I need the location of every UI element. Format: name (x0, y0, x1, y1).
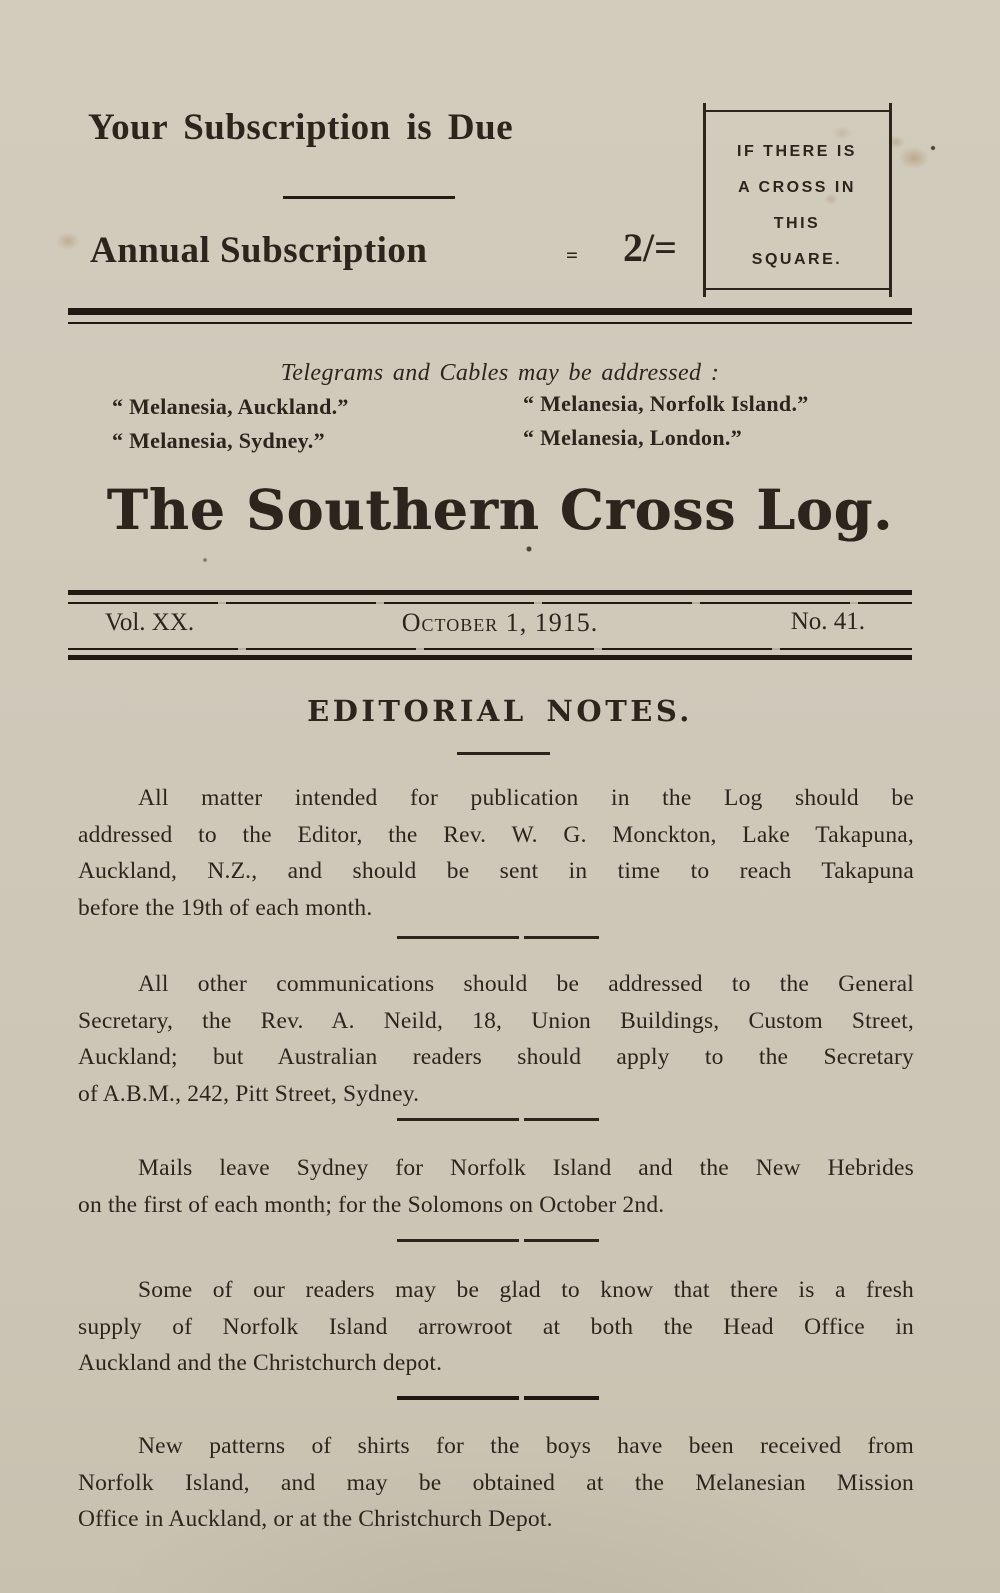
telegrams-intro: Telegrams and Cables may be addressed : (280, 360, 720, 386)
volume-label: Vol. XX. (105, 609, 195, 636)
cross-box-line: SQUARE. (751, 251, 843, 268)
paragraph-line: Some of our readers may be glad to know that there is a fresh (138, 1277, 914, 1303)
editorial-paragraph (78, 780, 914, 926)
annual-subscription-label: Annual Subscription (90, 230, 428, 271)
publication-title: The Southern Cross Log. (106, 477, 894, 542)
paragraph-line: of A.B.M., 242, Pitt Street, Sydney. (78, 1080, 420, 1107)
paragraph-line: Office in Auckland, or at the Christchurch Depot. (78, 1506, 553, 1532)
headline-underline (283, 196, 455, 199)
paragraph-line: Auckland, N.Z., and should be sent in time to reach Takapuna (78, 858, 914, 884)
editorial-heading-rule (457, 752, 550, 755)
editorial-paragraph (78, 1428, 914, 1538)
section-divider (397, 936, 599, 939)
section-divider (397, 1239, 599, 1242)
paragraph-line: Auckland; but Australian readers should apply to the Secretary (78, 1044, 914, 1070)
cross-box-line: A CROSS IN (738, 179, 856, 196)
telegram-address-london: “ Melanesia, London.” (523, 425, 742, 450)
section-divider (397, 1118, 599, 1121)
paragraph-line: Norfolk Island, and may be obtained at the Melanesian Mission (78, 1469, 914, 1496)
telegram-address-norfolk-island: “ Melanesia, Norfolk Island.” (523, 391, 809, 416)
editorial-paragraph (78, 1150, 914, 1223)
top-rule-thick (68, 308, 912, 315)
paragraph-line: New patterns of shirts for the boys have been received from (138, 1433, 914, 1459)
paragraph-line: Auckland and the Christchurch depot. (78, 1350, 443, 1376)
paragraph-line: addressed to the Editor, the Rev. W. G. Monckton, Lake Takapuna, (78, 821, 914, 848)
cross-notice-box (703, 110, 891, 290)
masthead-bottom-rule-thick (68, 655, 912, 660)
editorial-paragraph (78, 1272, 914, 1382)
paragraph-line: Secretary, the Rev. A. Neild, 18, Union Buildings, Custom Street, (78, 1007, 914, 1034)
top-rule-thin (68, 322, 912, 324)
equals-sign: = (566, 243, 578, 267)
paragraph-line: before the 19th of each month. (78, 894, 373, 921)
editorial-paragraph (78, 966, 914, 1112)
paragraph-line: All matter intended for publication in the Log should be (138, 785, 914, 811)
paragraph-line: on the first of each month; for the Solomons on October 2nd. (78, 1191, 665, 1218)
paragraph-line: All other communications should be addressed to the General (138, 971, 914, 997)
subscription-price: 2/= (623, 225, 677, 270)
telegram-address-auckland: “ Melanesia, Auckland.” (112, 394, 349, 419)
paragraph-line: supply of Norfolk Island arrowroot at both the Head Office in (78, 1313, 914, 1340)
cross-box-line: THIS (773, 215, 821, 232)
issue-number: No. 41. (790, 608, 865, 635)
masthead-rule-thin (68, 602, 912, 604)
subscription-headline: Your Subscription is Due (88, 107, 514, 148)
editorial-heading: EDITORIAL NOTES. (307, 694, 693, 728)
issue-date: October 1, 1915. (401, 608, 599, 637)
masthead-rule-thick (68, 590, 912, 595)
cross-box-line: IF THERE IS (737, 143, 857, 160)
paragraph-line: Mails leave Sydney for Norfolk Island and the New Hebrides (138, 1155, 914, 1181)
telegram-address-sydney: “ Melanesia, Sydney.” (112, 428, 325, 453)
section-divider (397, 1396, 599, 1400)
masthead-bottom-rule-thin (68, 648, 912, 650)
